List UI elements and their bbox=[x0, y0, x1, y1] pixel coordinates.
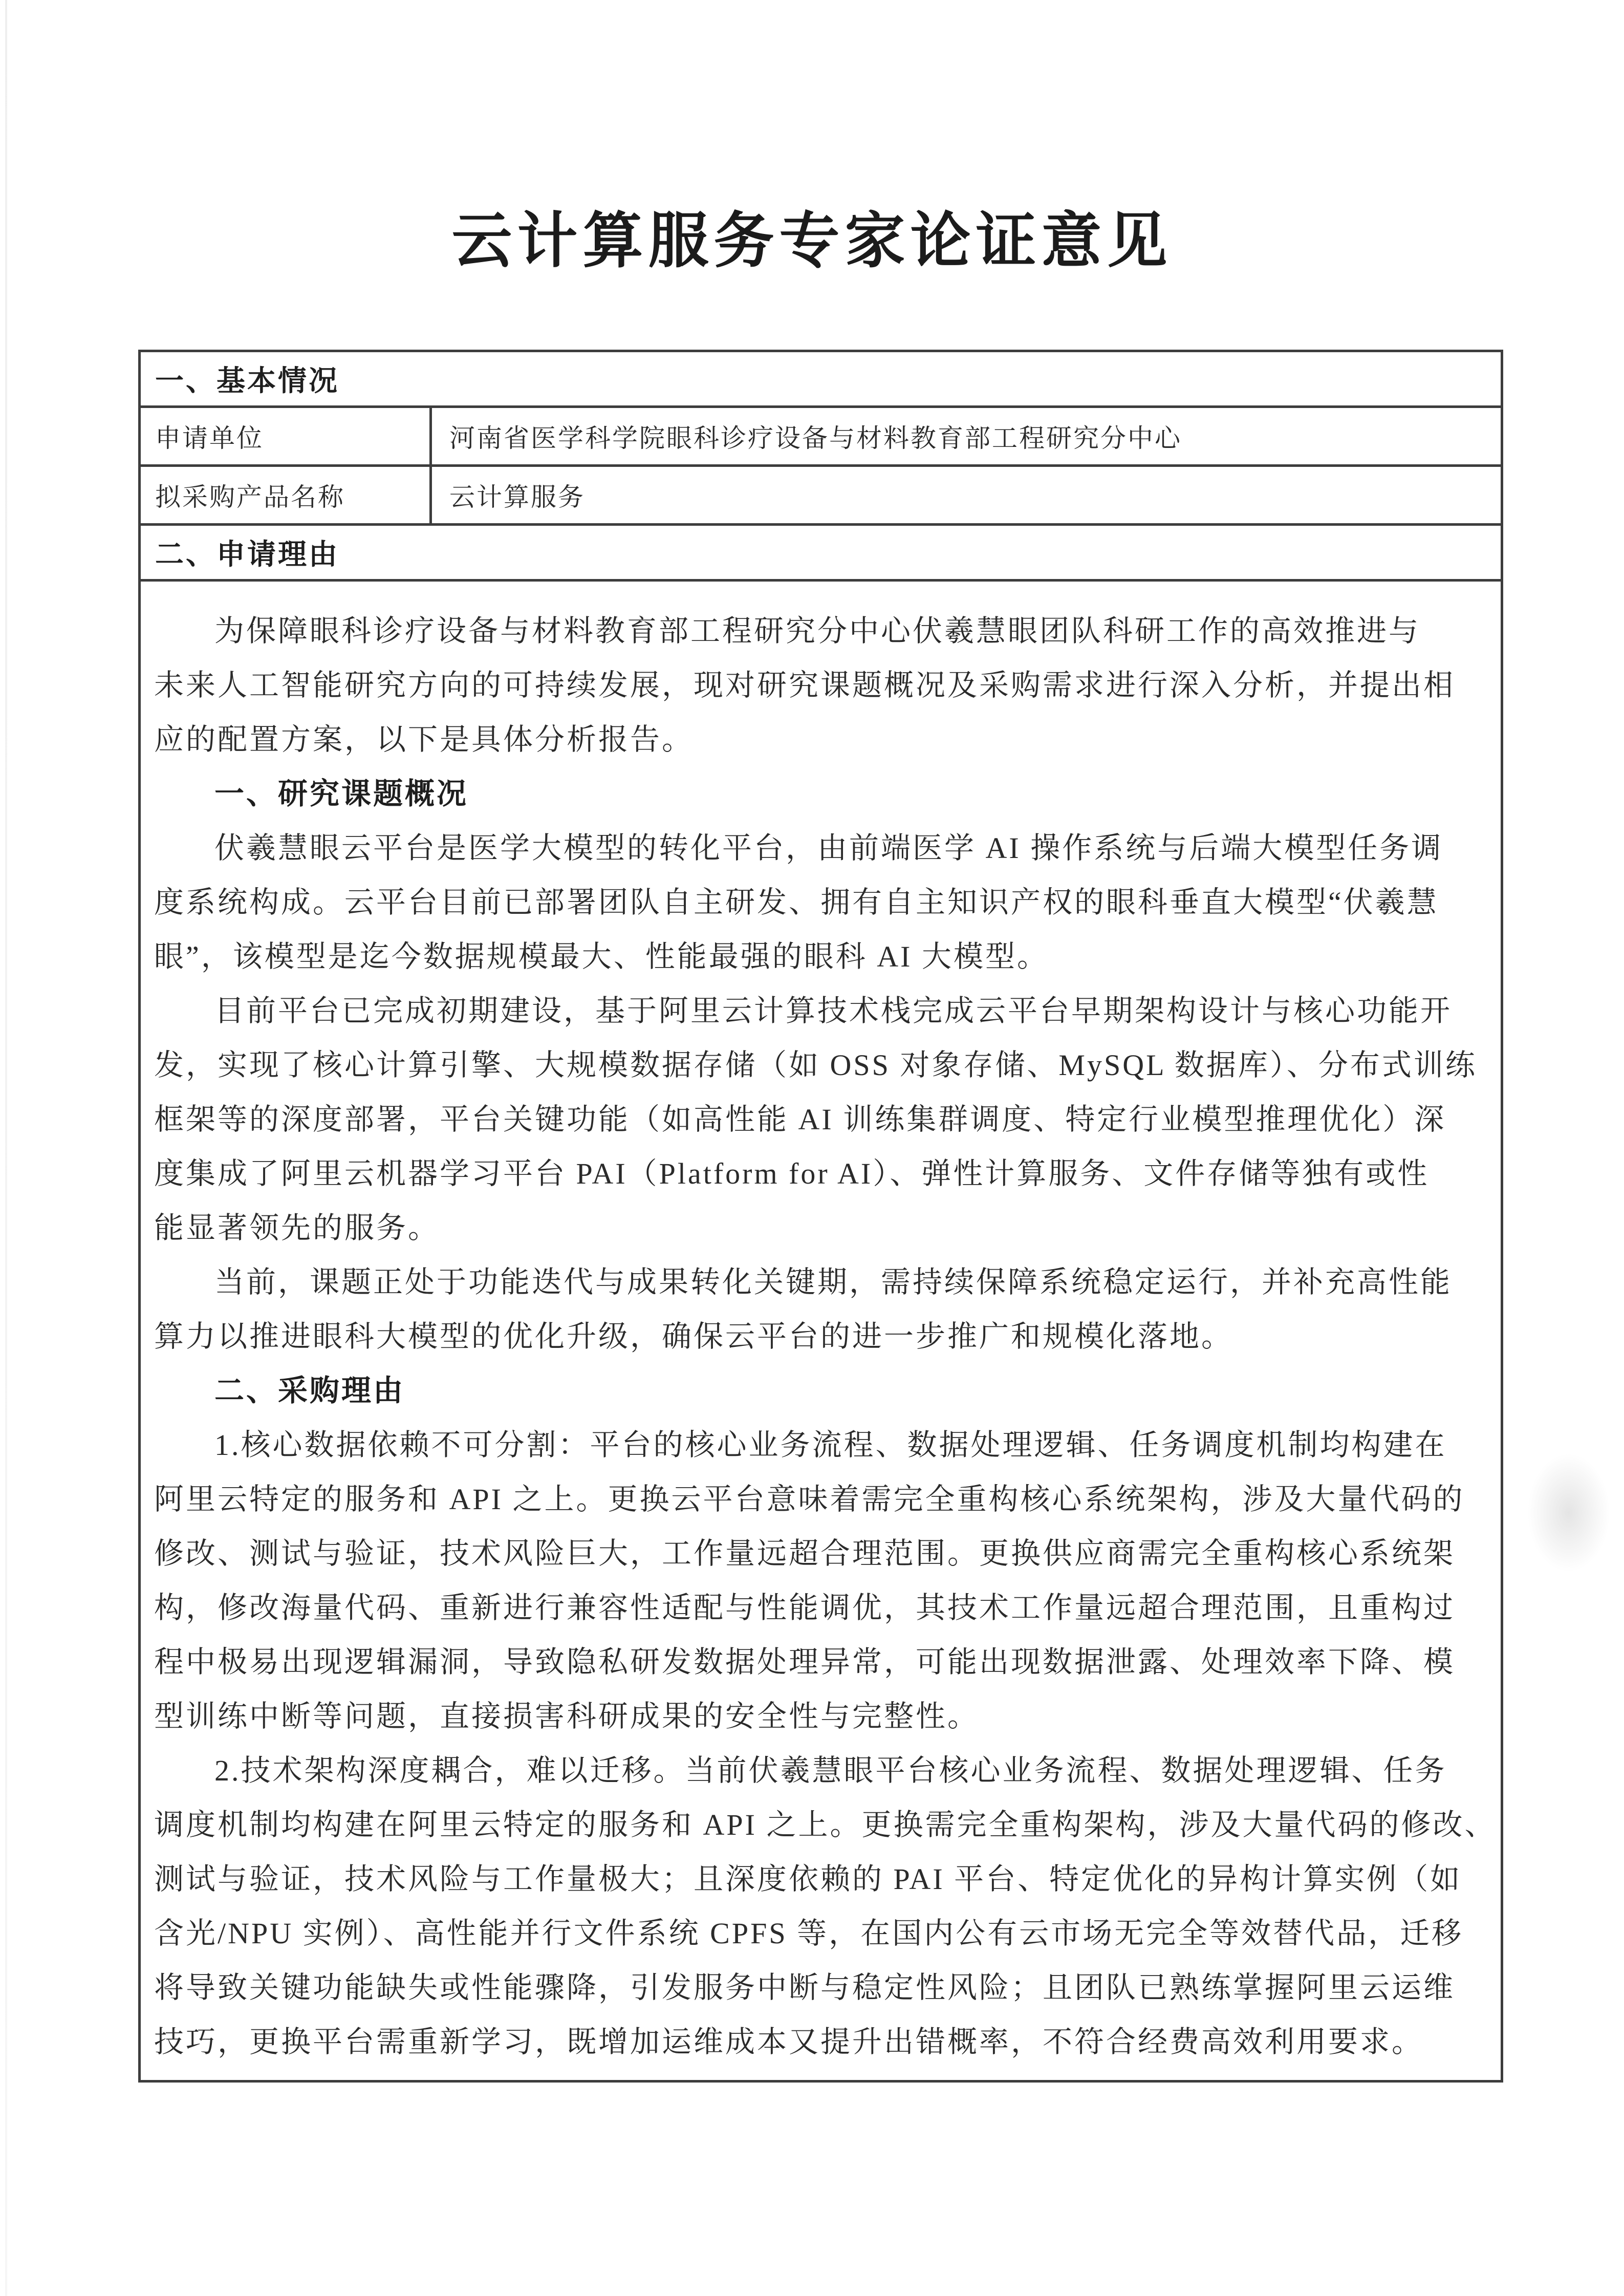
body-text-line: 能显著领先的服务。 bbox=[154, 1211, 440, 1244]
body-text-line: 程中极易出现逻辑漏洞，导致隐私研发数据处理异常，可能出现数据泄露、处理效率下降、模 bbox=[154, 1645, 1456, 1679]
body-heading-line: 一、研究课题概况 bbox=[214, 777, 469, 810]
body-heading-line: 二、采购理由 bbox=[214, 1374, 405, 1407]
table-row-reason-body bbox=[140, 581, 1502, 2082]
document-title: 云计算服务专家论证意见 bbox=[451, 208, 1173, 275]
review-form-table bbox=[138, 350, 1503, 2083]
body-text-line: 含光/NPU 实例）、高性能并行文件系统 CPFS 等，在国内公有云市场无完全等效替代品，迁移 bbox=[154, 1916, 1464, 1950]
body-text-line: 修改、测试与验证，技术风险巨大，工作量远超合理范围。更换供应商需完全重构核心系统架 bbox=[154, 1536, 1456, 1570]
body-text-line: 发，实现了核心计算引擎、大规模数据存储（如 OSS 对象存储、MySQL 数据库）、分布式训练 bbox=[154, 1048, 1477, 1082]
body-text-line: 眼”，该模型是迄今数据规模最大、性能最强的眼科 AI 大模型。 bbox=[154, 939, 1049, 973]
body-text-line: 型训练中断等问题，直接损害科研成果的安全性与完整性。 bbox=[154, 1699, 980, 1733]
applicant-unit-value: 河南省医学科学院眼科诊疗设备与材料教育部工程研究分中心 bbox=[431, 407, 1502, 466]
section-header-basic-info: 一、基本情况 bbox=[140, 351, 1502, 407]
body-text-line: 阿里云特定的服务和 API 之上。更换云平台意味着需完全重构核心系统架构，涉及大量代码的 bbox=[154, 1482, 1465, 1516]
body-text-line: 算力以推进眼科大模型的优化升级，确保云平台的进一步推广和规模化落地。 bbox=[154, 1319, 1233, 1353]
body-text-line: 应的配置方案，以下是具体分析报告。 bbox=[154, 722, 694, 756]
body-text-line: 将导致关键功能缺失或性能骤降，引发服务中断与稳定性风险；且团队已熟练掌握阿里云运维 bbox=[154, 1970, 1456, 2004]
body-text-line: 2.技术架构深度耦合，难以迁移。当前伏羲慧眼平台核心业务流程、数据处理逻辑、任务 bbox=[214, 1753, 1447, 1787]
body-text-line: 1.核心数据依赖不可分割：平台的核心业务流程、数据处理逻辑、任务调度机制均构建在 bbox=[214, 1428, 1447, 1462]
body-text-line: 技巧，更换平台需重新学习，既增加运维成本又提升出错概率，不符合经费高效利用要求。 bbox=[154, 2025, 1424, 2058]
table-row-product-name bbox=[140, 466, 1502, 525]
table-row-section-basic-info bbox=[140, 351, 1502, 407]
product-name-value: 云计算服务 bbox=[431, 466, 1502, 525]
body-text-line: 调度机制均构建在阿里云特定的服务和 API 之上。更换需完全重构架构，涉及大量代码的修改、 bbox=[154, 1808, 1497, 1841]
body-text-line: 度集成了阿里云机器学习平台 PAI（Platform for AI）、弹性计算服务、文件存储等独有或性 bbox=[154, 1156, 1430, 1190]
table-row-section-application-reason bbox=[140, 525, 1502, 581]
applicant-unit-label: 申请单位 bbox=[140, 407, 431, 466]
body-text-line: 目前平台已完成初期建设，基于阿里云计算技术栈完成云平台早期架构设计与核心功能开 bbox=[214, 994, 1453, 1027]
body-text-line: 当前，课题正处于功能迭代与成果转化关键期，需持续保障系统稳定运行，并补充高性能 bbox=[214, 1265, 1453, 1299]
section-header-application-reason: 二、申请理由 bbox=[140, 525, 1502, 581]
application-reason-body bbox=[140, 581, 1502, 2082]
product-name-label: 拟采购产品名称 bbox=[140, 466, 431, 525]
body-text-line: 伏羲慧眼云平台是医学大模型的转化平台，由前端医学 AI 操作系统与后端大模型任务调 bbox=[214, 831, 1443, 865]
body-text-line: 度系统构成。云平台目前已部署团队自主研发、拥有自主知识产权的眼科垂直大模型“伏羲慧 bbox=[154, 885, 1439, 919]
body-text-line: 未来人工智能研究方向的可持续发展，现对研究课题概况及采购需求进行深入分析，并提出相 bbox=[154, 668, 1456, 702]
body-text-line: 为保障眼科诊疗设备与材料教育部工程研究分中心伏羲慧眼团队科研工作的高效推进与 bbox=[214, 614, 1421, 648]
scan-smudge-artifact bbox=[1528, 1454, 1610, 1572]
table-row-applicant bbox=[140, 407, 1502, 466]
scan-edge-artifact bbox=[5, 0, 7, 2296]
body-text-line: 构，修改海量代码、重新进行兼容性适配与性能调优，其技术工作量远超合理范围，且重构过 bbox=[154, 1591, 1456, 1624]
body-text-line: 框架等的深度部署，平台关键功能（如高性能 AI 训练集群调度、特定行业模型推理优化）深 bbox=[154, 1102, 1446, 1136]
body-text-line: 测试与验证，技术风险与工作量极大；且深度依赖的 PAI 平台、特定优化的异构计算实例（如 bbox=[154, 1862, 1462, 1896]
